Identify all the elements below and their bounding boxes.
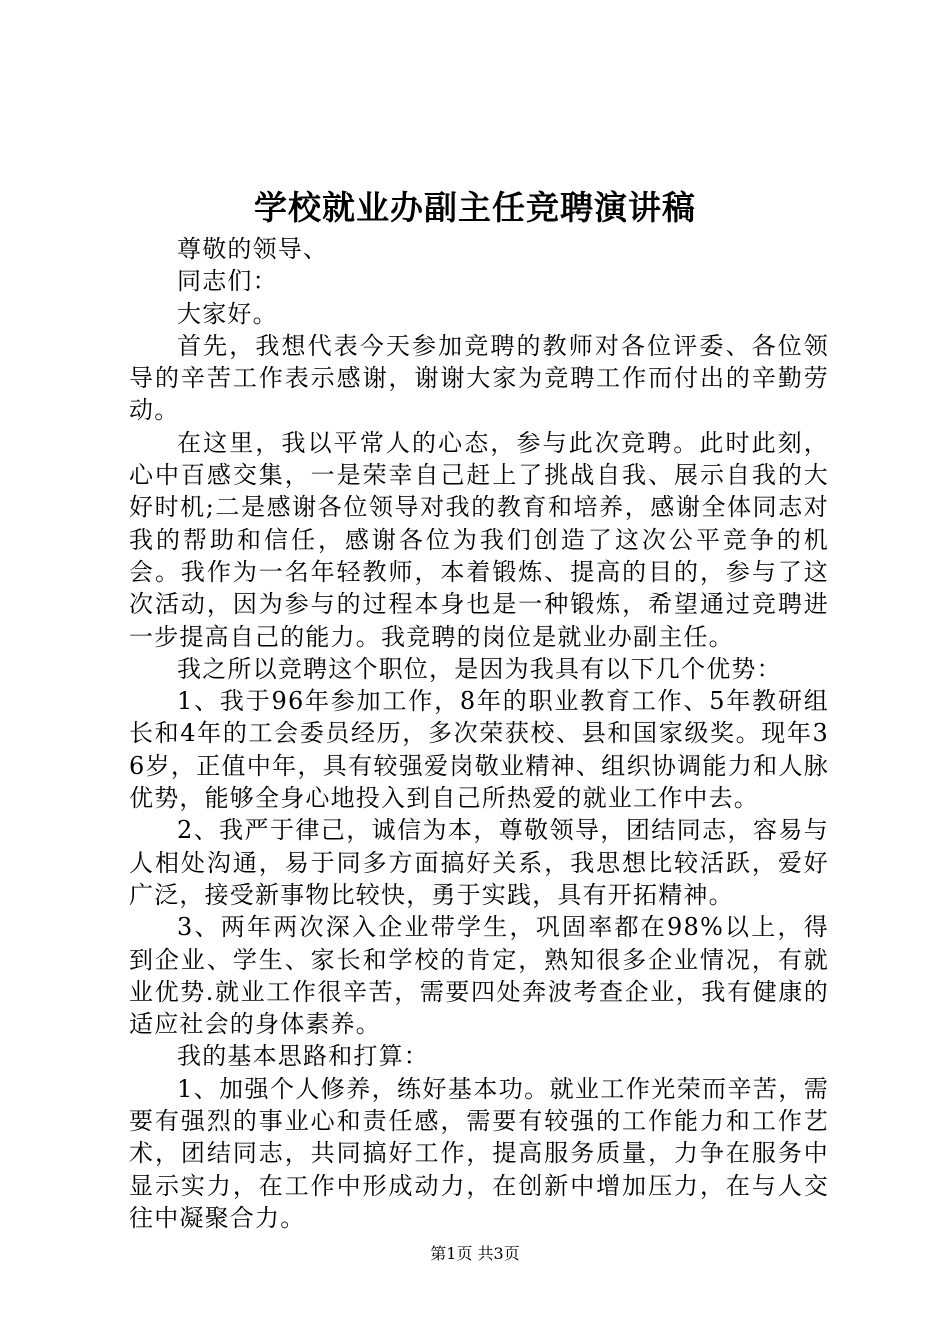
paragraph-salutation-1: 尊敬的领导、 bbox=[177, 235, 329, 263]
paragraph-plan-1: 1、加强个人修养，练好基本功。就业工作光荣而辛苦，需要有强烈的事业心和责任感，需要有较强的工作能力和工作艺术，团结同志，共同搞好工作，提高服务质量，力争在服务中显示实力，在工作中形成动力，在创新中增加压力，在与人交往中凝聚合力。 bbox=[129, 1074, 829, 1232]
paragraph-plans-heading: 我的基本思路和打算： bbox=[177, 1042, 429, 1071]
document-title: 学校就业办副主任竞聘演讲稿 bbox=[254, 188, 696, 227]
paragraph-advantage-3: 3、两年两次深入企业带学生，巩固率都在98%以上，得到企业、学生、家长和学校的肯定，熟知很多企业情况，有就业优势.就业工作很辛苦，需要四处奔波考查企业，我有健康的适应社会的身体素养。 bbox=[129, 913, 829, 1039]
paragraph-intro: 在这里，我以平常人的心态，参与此次竞聘。此时此刻，心中百感交集，一是荣幸自己赶上了挑战自我、展示自我的大好时机;二是感谢各位领导对我的教育和培养，感谢全体同志对我的帮助和信任，感谢各位为我们创造了这次公平竞争的机会。我作为一名年轻教师，本着锻炼、提高的目的，参与了这次活动，因为参与的过程本身也是一种锻炼，希望通过竞聘进一步提高自己的能力。我竞聘的岗位是就业办副主任。 bbox=[129, 428, 829, 651]
document-body bbox=[129, 233, 829, 1234]
paragraph-thanks: 首先，我想代表今天参加竞聘的教师对各位评委、各位领导的辛苦工作表示感谢，谢谢大家为竞聘工作而付出的辛勤劳动。 bbox=[129, 331, 829, 425]
paragraph-advantages-heading: 我之所以竞聘这个职位，是因为我具有以下几个优势： bbox=[177, 654, 782, 683]
paragraph-advantage-1: 1、我于96年参加工作，8年的职业教育工作、5年教研组长和4年的工会委员经历，多次荣获校、县和国家级奖。现年36岁，正值中年，具有较强爱岗敬业精神、组织协调能力和人脉优势，能够全身心地投入到自己所热爱的就业工作中去。 bbox=[129, 687, 829, 813]
paragraph-salutation-2: 同志们： bbox=[177, 267, 278, 296]
paragraph-greeting: 大家好。 bbox=[177, 299, 278, 328]
page-footer: 第1页 共3页 bbox=[430, 1244, 520, 1263]
paragraph-advantage-2: 2、我严于律己，诚信为本，尊敬领导，团结同志，容易与人相处沟通，易于同多方面搞好关系，我思想比较活跃，爱好广泛，接受新事物比较快，勇于实践，具有开拓精神。 bbox=[129, 816, 829, 909]
